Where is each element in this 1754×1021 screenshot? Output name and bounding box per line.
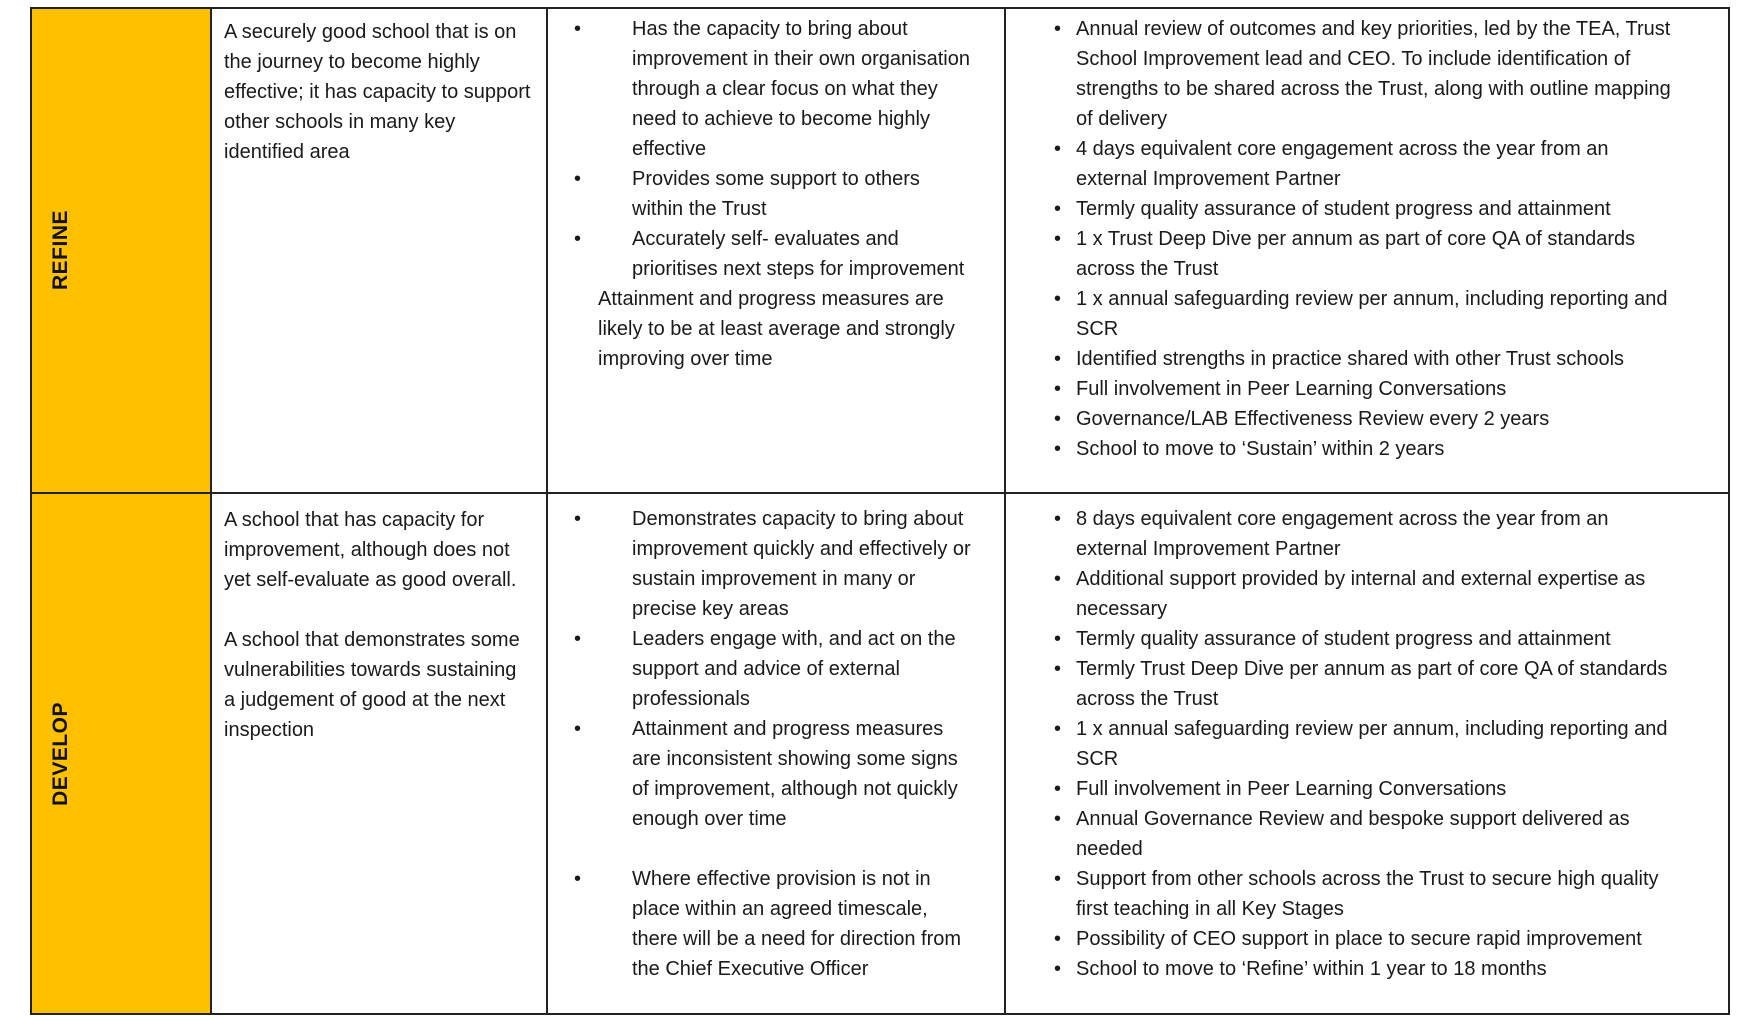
bullet-item: • Termly Trust Deep Dive per annum as part of core QA of standards across the Trust — [1006, 654, 1673, 714]
refine-characteristics-cell — [548, 9, 1006, 494]
bullet-item: • Identified strengths in practice shared with other Trust schools — [1006, 344, 1673, 374]
row-label-refine: REFINE — [49, 210, 72, 291]
bullet-item: • Provides some support to others within the Trust — [548, 164, 976, 224]
develop-description-paragraph: A school that has capacity for improvement, although does not yet self-evaluate as good overall. — [224, 509, 517, 591]
bullet-item: • Termly quality assurance of student progress and attainment — [1006, 194, 1673, 224]
refine-description-cell — [212, 9, 548, 494]
bullet-item: • Attainment and progress measures are inconsistent showing some signs of improvement, although not quickly enough over time — [548, 714, 976, 834]
develop-characteristics-list — [548, 504, 976, 834]
school-improvement-table — [30, 7, 1730, 1015]
row-label-develop: DEVELOP — [49, 701, 72, 806]
develop-characteristics-cell — [548, 494, 1006, 1013]
row-label-cell-refine — [32, 9, 212, 494]
bullet-item: • 4 days equivalent core engagement across the year from an external Improvement Partner — [1006, 134, 1673, 194]
row-label-cell-develop — [32, 494, 212, 1013]
bullet-item: • School to move to ‘Sustain’ within 2 years — [1006, 434, 1673, 464]
bullet-item: • 1 x annual safeguarding review per annum, including reporting and SCR — [1006, 714, 1673, 774]
develop-support-cell — [1006, 494, 1728, 1013]
bullet-item: • Termly quality assurance of student progress and attainment — [1006, 624, 1673, 654]
bullet-item: • 8 days equivalent core engagement across the year from an external Improvement Partner — [1006, 504, 1673, 564]
develop-characteristics-list-continued — [548, 864, 976, 984]
bullet-item: • Full involvement in Peer Learning Conversations — [1006, 374, 1673, 404]
bullet-item: • Annual review of outcomes and key priorities, led by the TEA, Trust School Improvement lead and CEO. To include identification of strengths to be shared across the Trust, along with outline mapping of delivery — [1006, 14, 1673, 134]
bullet-item: • Additional support provided by internal and external expertise as necessary — [1006, 564, 1673, 624]
bullet-item: • 1 x annual safeguarding review per annum, including reporting and SCR — [1006, 284, 1673, 344]
bullet-item: • Possibility of CEO support in place to secure rapid improvement — [1006, 924, 1673, 954]
bullet-item: • Governance/LAB Effectiveness Review every 2 years — [1006, 404, 1673, 434]
bullet-item: • Leaders engage with, and act on the support and advice of external professionals — [548, 624, 976, 714]
develop-description-cell — [212, 494, 548, 1013]
bullet-item: • 1 x Trust Deep Dive per annum as part of core QA of standards across the Trust — [1006, 224, 1673, 284]
bullet-item: • Annual Governance Review and bespoke support delivered as needed — [1006, 804, 1673, 864]
refine-characteristics-list — [548, 14, 976, 284]
bullet-item: • School to move to ‘Refine’ within 1 year to 18 months — [1006, 954, 1673, 984]
bullet-item: • Demonstrates capacity to bring about improvement quickly and effectively or sustain improvement in many or precise key areas — [548, 504, 976, 624]
refine-characteristics-note: Attainment and progress measures are likely to be at least average and strongly improving over time — [598, 288, 955, 370]
bullet-item: • Where effective provision is not in place within an agreed timescale, there will be a need for direction from the Chief Executive Officer — [548, 864, 976, 984]
refine-support-cell — [1006, 9, 1728, 494]
bullet-item: • Full involvement in Peer Learning Conversations — [1006, 774, 1673, 804]
develop-description-paragraph: A school that demonstrates some vulnerabilities towards sustaining a judgement of good at the next inspection — [224, 629, 520, 741]
refine-description-paragraph: A securely good school that is on the journey to become highly effective; it has capacity to support other schools in many key identified area — [224, 21, 531, 163]
refine-support-list — [1006, 14, 1673, 464]
bullet-item: • Accurately self- evaluates and prioritises next steps for improvement — [548, 224, 976, 284]
bullet-item: • Has the capacity to bring about improvement in their own organisation through a clear focus on what they need to achieve to become highly effective — [548, 14, 976, 164]
bullet-item: • Support from other schools across the Trust to secure high quality first teaching in all Key Stages — [1006, 864, 1673, 924]
develop-support-list — [1006, 504, 1673, 984]
